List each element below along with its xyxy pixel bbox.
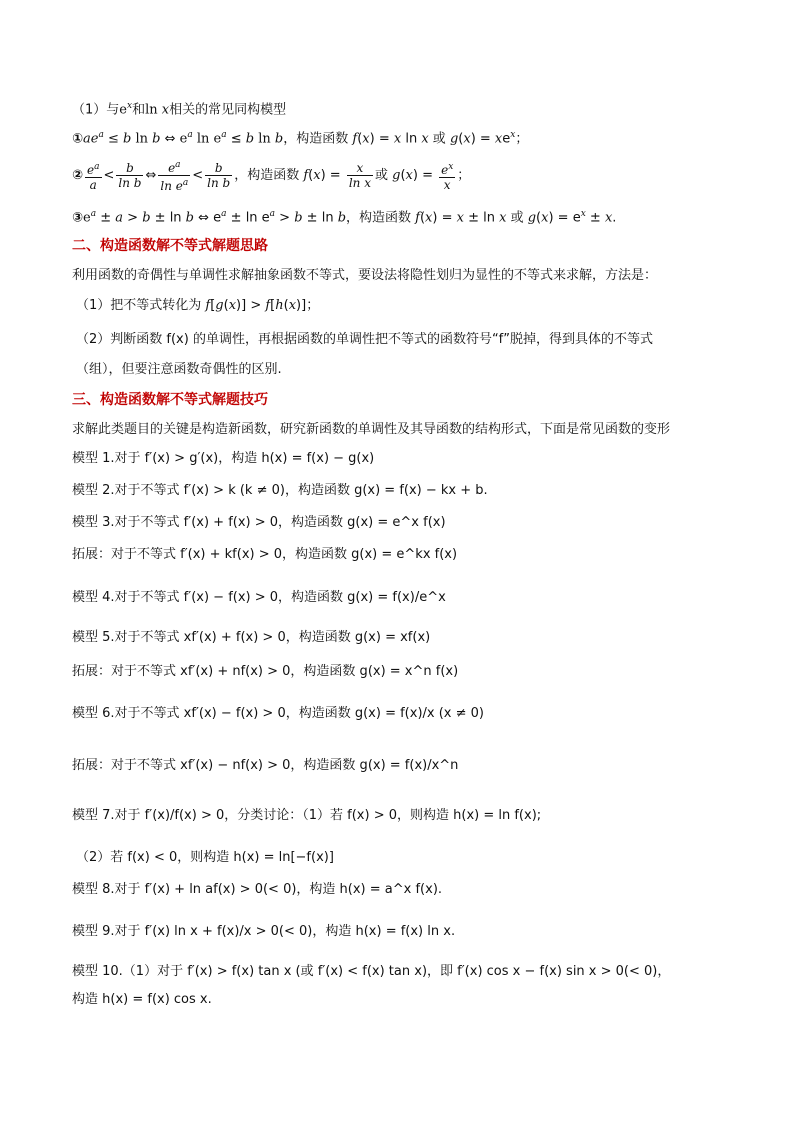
model-line-1: 模型 1.对于 f′(x) > g′(x)，构造 h(x) = f(x) − g(x): [72, 451, 375, 466]
circled-2: ②: [72, 168, 84, 183]
section1-title: （1）与$e^x$和ln x相关的常见同构模型: [72, 101, 287, 118]
model-line-6-ext: 拓展：对于不等式 xf′(x) − nf(x) > 0，构造函数 g(x) = f(x)/x^n: [72, 758, 459, 773]
section3-intro: 求解此类题目的关键是构造新函数，研究新函数的单调性及其导函数的结构形式，下面是常见函数的变形: [72, 422, 671, 437]
model-line-8: 模型 8.对于 f′(x) + ln af(x) > 0(< 0)，构造 h(x) = a^x f(x).: [72, 882, 443, 897]
model-1-line: $①ae^a \le b$ ln b ⇔ $e^a$ $\ln e^a \le b$ ln b，构造函数 f(x) = x ln x 或 $g(x) = xe^x$；: [72, 130, 529, 147]
model-line-6: 模型 6.对于不等式 xf′(x) − f(x) > 0，构造函数 g(x) = f(x)/x (x ≠ 0): [72, 706, 484, 721]
model-line-3-ext: 拓展：对于不等式 f′(x) + kf(x) > 0，构造函数 g(x) = e^kx f(x): [72, 547, 458, 562]
model-line-7: 模型 7.对于 f′(x)/f(x) > 0，分类讨论：（1）若 f(x) > 0，则构造 h(x) = ln f(x);: [72, 808, 542, 823]
model-line-5: 模型 5.对于不等式 xf′(x) + f(x) > 0，构造函数 g(x) = xf(x): [72, 630, 431, 645]
circled-3: ③: [72, 210, 84, 226]
model-line-9: 模型 9.对于 f′(x) ln x + f(x)/x > 0(< 0)，构造 h(x) = f(x) ln x.: [72, 924, 456, 939]
circled-1: ①: [72, 131, 84, 147]
model-3-line: $③e^a \pm a > b \pm \ln b$ ⇔ $e^a \pm \ln e^a > b \pm \ln b$，构造函数 f(x) = x ± ln x 或 $g(x) = e^x \pm x$.: [72, 209, 617, 226]
model-line-10: 模型 10.（1）对于 f′(x) > f(x) tan x (或 f′(x) < f(x) tan x)，即 f′(x) cos x − f(x) sin x > 0(< 0)，: [72, 964, 671, 979]
section2-intro: 利用函数的奇偶性与单调性求解抽象函数不等式，要设法将隐性划归为显性的不等式来求解，方法是：: [72, 268, 658, 283]
model-line-3: 模型 3.对于不等式 f′(x) + f(x) > 0，构造函数 g(x) = e^x f(x): [72, 515, 446, 530]
model-line-7-b: （2）若 f(x) < 0，则构造 h(x) = ln[−f(x)]: [76, 850, 334, 865]
section2-heading: 二、构造函数解不等式解题思路: [72, 238, 268, 254]
model-line-4: 模型 4.对于不等式 f′(x) − f(x) > 0，构造函数 g(x) = f(x)/e^x: [72, 590, 446, 605]
model-2-line: ② $\frac{e^a}{a}$ < $\frac{b}{\text{ln b}}$ ⇔ $\frac{e^a}{\ln e^a}$ < $\frac{b}{\text{ln b}}$ ，构造函数 f(x) = $\frac{x}{\text{ln x}}$ 或 g(x) = $\frac{e^x}{x}$ ；: [72, 160, 471, 193]
section2-step2b: （组），但要注意函数奇偶性的区别.: [76, 362, 282, 377]
model-line-5-ext: 拓展：对于不等式 xf′(x) + nf(x) > 0，构造函数 g(x) = x^n f(x): [72, 664, 459, 679]
section2-step1: （1）把不等式转化为 f[g(x)] > f[h(x)]；: [76, 298, 320, 313]
model-line-10-b: 构造 h(x) = f(x) cos x.: [72, 992, 212, 1007]
section2-step2a: （2）判断函数 f(x) 的单调性，再根据函数的单调性把不等式的函数符号“f”脱掉，得到具体的不等式: [76, 332, 653, 347]
section3-heading: 三、构造函数解不等式解题技巧: [72, 392, 268, 408]
model-line-2: 模型 2.对于不等式 f′(x) > k (k ≠ 0)，构造函数 g(x) = f(x) − kx + b.: [72, 483, 488, 498]
